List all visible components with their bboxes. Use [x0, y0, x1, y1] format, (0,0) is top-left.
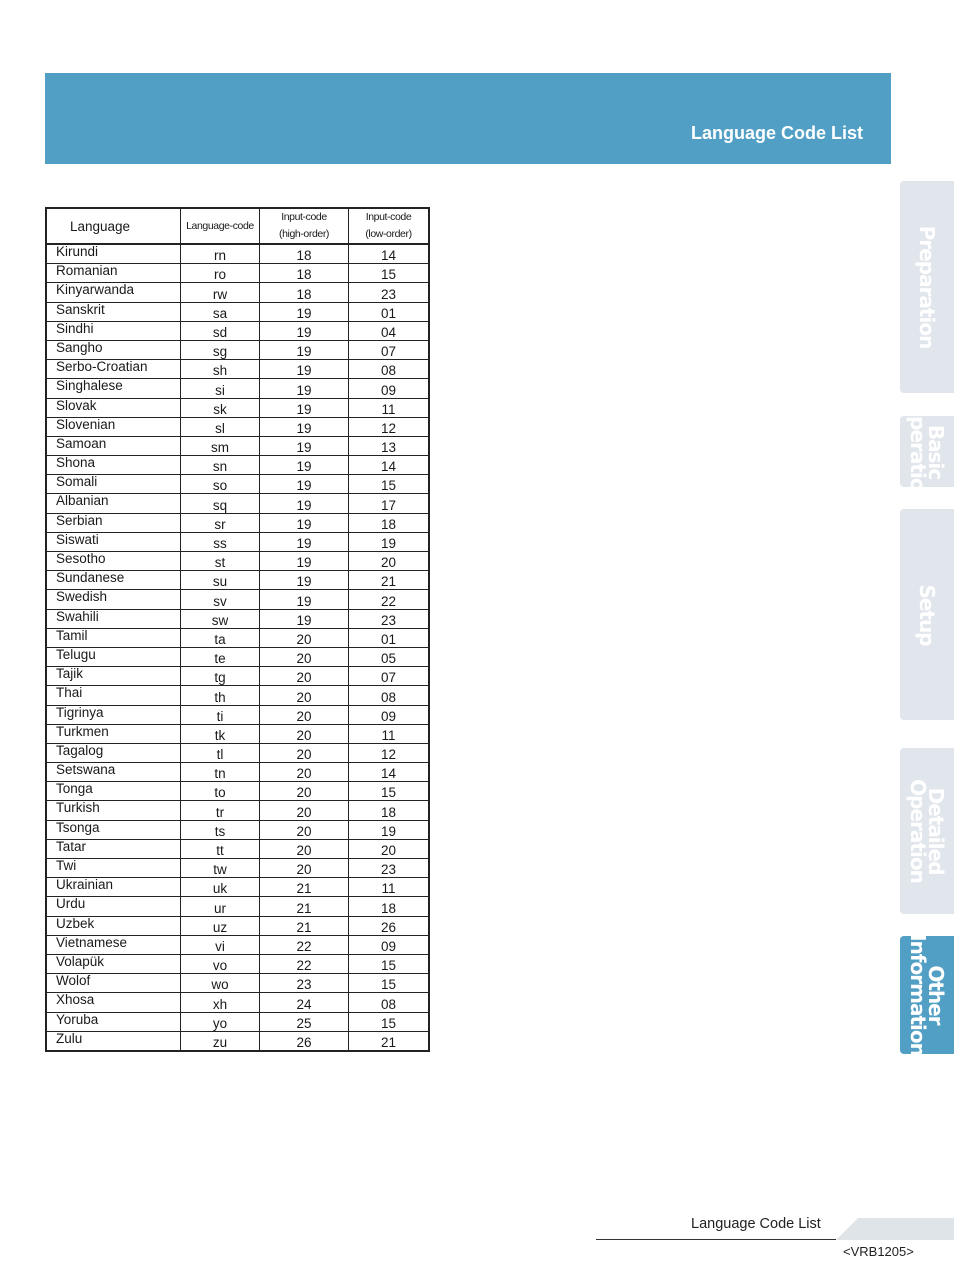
cell-input-high: 19 [260, 302, 349, 321]
cell-input-low: 11 [349, 724, 430, 743]
cell-input-low: 15 [349, 1012, 430, 1031]
cell-language: Slovak [46, 398, 181, 417]
column-header-input-low: Input-code (low-order) [349, 208, 430, 244]
footer-divider [596, 1239, 836, 1240]
cell-input-high: 18 [260, 283, 349, 302]
cell-language: Tonga [46, 782, 181, 801]
cell-language: Twi [46, 859, 181, 878]
cell-input-high: 25 [260, 1012, 349, 1031]
table-row [46, 379, 429, 398]
cell-language-code: uz [181, 916, 260, 935]
table-row [46, 820, 429, 839]
cell-language-code: vo [181, 954, 260, 973]
cell-input-high: 20 [260, 743, 349, 762]
cell-input-high: 20 [260, 820, 349, 839]
cell-input-high: 26 [260, 1031, 349, 1051]
tab-preparation-label: Preparation [915, 225, 939, 349]
language-code-table [45, 207, 430, 1052]
tab-basic-operation[interactable] [900, 399, 954, 504]
cell-input-high: 23 [260, 974, 349, 993]
cell-input-low: 11 [349, 398, 430, 417]
table-row [46, 897, 429, 916]
cell-language: Urdu [46, 897, 181, 916]
cell-language-code: sa [181, 302, 260, 321]
cell-language: Uzbek [46, 916, 181, 935]
cell-language-code: tn [181, 763, 260, 782]
cell-input-low: 09 [349, 705, 430, 724]
header-band [45, 73, 891, 164]
cell-language-code: yo [181, 1012, 260, 1031]
table-row [46, 916, 429, 935]
cell-input-low: 01 [349, 628, 430, 647]
cell-language: Serbian [46, 513, 181, 532]
cell-input-low: 18 [349, 513, 430, 532]
cell-language-code: to [181, 782, 260, 801]
cell-language: Volapük [46, 954, 181, 973]
cell-language-code: ti [181, 705, 260, 724]
footer-section-label: Language Code List [691, 1216, 821, 1232]
cell-input-high: 19 [260, 321, 349, 340]
cell-input-low: 18 [349, 897, 430, 916]
table-body [46, 244, 429, 1051]
table-row [46, 513, 429, 532]
cell-language: Sundanese [46, 571, 181, 590]
cell-input-low: 14 [349, 456, 430, 475]
table-row [46, 1012, 429, 1031]
tab-other-information-label: Other Information [906, 934, 948, 1056]
cell-input-high: 19 [260, 609, 349, 628]
cell-language: Tajik [46, 667, 181, 686]
table-row [46, 647, 429, 666]
cell-input-low: 08 [349, 360, 430, 379]
cell-input-low: 09 [349, 379, 430, 398]
table-row [46, 859, 429, 878]
table-row [46, 974, 429, 993]
cell-input-low: 15 [349, 782, 430, 801]
table-row [46, 993, 429, 1012]
cell-input-low: 18 [349, 801, 430, 820]
table-row [46, 398, 429, 417]
cell-language-code: sn [181, 456, 260, 475]
cell-language-code: sh [181, 360, 260, 379]
cell-language-code: ur [181, 897, 260, 916]
table-row [46, 839, 429, 858]
cell-language: Albanian [46, 494, 181, 513]
cell-input-high: 20 [260, 782, 349, 801]
cell-language: Swahili [46, 609, 181, 628]
cell-language: Ukrainian [46, 878, 181, 897]
cell-language: Slovenian [46, 417, 181, 436]
cell-language-code: so [181, 475, 260, 494]
table-row [46, 321, 429, 340]
tab-other-information[interactable] [900, 936, 954, 1054]
cell-input-high: 19 [260, 513, 349, 532]
cell-language: Samoan [46, 436, 181, 455]
cell-input-low: 15 [349, 475, 430, 494]
footer-doc-code: <VRB1205> [843, 1244, 914, 1259]
table-row [46, 590, 429, 609]
cell-language-code: tg [181, 667, 260, 686]
cell-input-low: 08 [349, 686, 430, 705]
cell-language: Romanian [46, 264, 181, 283]
cell-input-high: 21 [260, 916, 349, 935]
cell-language: Swedish [46, 590, 181, 609]
cell-language: Zulu [46, 1031, 181, 1051]
cell-language: Singhalese [46, 379, 181, 398]
cell-language: Shona [46, 456, 181, 475]
cell-input-low: 19 [349, 532, 430, 551]
cell-language-code: tw [181, 859, 260, 878]
cell-language: Setswana [46, 763, 181, 782]
cell-input-high: 19 [260, 456, 349, 475]
cell-input-high: 21 [260, 897, 349, 916]
cell-language: Sangho [46, 340, 181, 359]
cell-input-high: 24 [260, 993, 349, 1012]
cell-input-high: 20 [260, 839, 349, 858]
table-row [46, 264, 429, 283]
cell-language-code: st [181, 552, 260, 571]
table-row [46, 360, 429, 379]
cell-language: Tigrinya [46, 705, 181, 724]
table-row [46, 244, 429, 264]
table-row [46, 532, 429, 551]
footer-tab-shape [836, 1218, 954, 1240]
cell-language-code: rn [181, 244, 260, 264]
table-row [46, 340, 429, 359]
tab-setup-label: Setup [915, 583, 939, 646]
tab-basic-operation-label: Basic Operation [906, 399, 948, 504]
cell-language-code: sv [181, 590, 260, 609]
column-header-input-high: Input-code (high-order) [260, 208, 349, 244]
cell-input-high: 19 [260, 417, 349, 436]
cell-input-high: 21 [260, 878, 349, 897]
table-row [46, 609, 429, 628]
cell-input-low: 14 [349, 244, 430, 264]
cell-input-low: 23 [349, 283, 430, 302]
cell-language: Turkmen [46, 724, 181, 743]
cell-language: Thai [46, 686, 181, 705]
cell-language: Yoruba [46, 1012, 181, 1031]
cell-language-code: sg [181, 340, 260, 359]
cell-input-low: 15 [349, 954, 430, 973]
cell-language: Tatar [46, 839, 181, 858]
cell-input-high: 20 [260, 859, 349, 878]
cell-language-code: tr [181, 801, 260, 820]
cell-language-code: vi [181, 935, 260, 954]
tab-setup[interactable] [900, 509, 954, 720]
table-row [46, 571, 429, 590]
column-header-language: Language [46, 208, 181, 244]
table-row [46, 417, 429, 436]
cell-language-code: sk [181, 398, 260, 417]
cell-input-low: 23 [349, 609, 430, 628]
cell-input-high: 19 [260, 552, 349, 571]
cell-input-low: 15 [349, 974, 430, 993]
cell-input-low: 19 [349, 820, 430, 839]
table-row [46, 283, 429, 302]
cell-language-code: sm [181, 436, 260, 455]
table-row [46, 456, 429, 475]
cell-input-high: 19 [260, 379, 349, 398]
cell-language-code: ro [181, 264, 260, 283]
cell-language: Kinyarwanda [46, 283, 181, 302]
cell-input-low: 21 [349, 571, 430, 590]
cell-language: Vietnamese [46, 935, 181, 954]
cell-input-low: 21 [349, 1031, 430, 1051]
cell-input-low: 12 [349, 743, 430, 762]
table-row [46, 475, 429, 494]
cell-input-high: 19 [260, 340, 349, 359]
cell-input-high: 19 [260, 360, 349, 379]
table-row [46, 935, 429, 954]
table-row [46, 724, 429, 743]
cell-input-high: 18 [260, 244, 349, 264]
cell-input-high: 18 [260, 264, 349, 283]
table-row [46, 878, 429, 897]
cell-input-high: 19 [260, 475, 349, 494]
tab-preparation[interactable] [900, 181, 954, 393]
cell-input-low: 23 [349, 859, 430, 878]
cell-language-code: sr [181, 513, 260, 532]
cell-language-code: sw [181, 609, 260, 628]
cell-input-low: 26 [349, 916, 430, 935]
cell-language-code: su [181, 571, 260, 590]
cell-language-code: tk [181, 724, 260, 743]
cell-input-low: 01 [349, 302, 430, 321]
cell-input-low: 07 [349, 667, 430, 686]
cell-input-low: 14 [349, 763, 430, 782]
cell-input-low: 22 [349, 590, 430, 609]
cell-input-low: 20 [349, 552, 430, 571]
table-row [46, 1031, 429, 1051]
cell-input-high: 20 [260, 763, 349, 782]
table-row [46, 763, 429, 782]
table-row [46, 705, 429, 724]
cell-language-code: te [181, 647, 260, 666]
cell-language-code: tl [181, 743, 260, 762]
cell-input-high: 19 [260, 532, 349, 551]
cell-language: Siswati [46, 532, 181, 551]
cell-input-high: 19 [260, 494, 349, 513]
tab-detailed-operation[interactable] [900, 748, 954, 914]
cell-language: Sesotho [46, 552, 181, 571]
cell-input-high: 20 [260, 801, 349, 820]
cell-input-low: 09 [349, 935, 430, 954]
table-row [46, 628, 429, 647]
table-row [46, 552, 429, 571]
cell-input-low: 12 [349, 417, 430, 436]
cell-language-code: sl [181, 417, 260, 436]
cell-language: Xhosa [46, 993, 181, 1012]
cell-language: Kirundi [46, 244, 181, 264]
cell-input-high: 19 [260, 590, 349, 609]
cell-language-code: sd [181, 321, 260, 340]
table-row [46, 302, 429, 321]
cell-input-low: 04 [349, 321, 430, 340]
cell-language-code: ts [181, 820, 260, 839]
table-row [46, 436, 429, 455]
cell-language-code: ta [181, 628, 260, 647]
table-row [46, 954, 429, 973]
cell-language-code: ss [181, 532, 260, 551]
cell-input-high: 22 [260, 954, 349, 973]
cell-language: Tsonga [46, 820, 181, 839]
table-row [46, 494, 429, 513]
cell-input-low: 15 [349, 264, 430, 283]
cell-input-high: 20 [260, 628, 349, 647]
cell-input-low: 17 [349, 494, 430, 513]
cell-language-code: rw [181, 283, 260, 302]
table-row [46, 667, 429, 686]
table-row [46, 686, 429, 705]
cell-language-code: th [181, 686, 260, 705]
cell-input-low: 11 [349, 878, 430, 897]
tab-detailed-operation-label: Detailed Operation [906, 779, 948, 883]
cell-language: Somali [46, 475, 181, 494]
table-row [46, 743, 429, 762]
cell-input-high: 22 [260, 935, 349, 954]
cell-language: Serbo-Croatian [46, 360, 181, 379]
cell-input-high: 20 [260, 724, 349, 743]
cell-input-high: 20 [260, 667, 349, 686]
cell-input-low: 08 [349, 993, 430, 1012]
cell-input-high: 19 [260, 436, 349, 455]
cell-input-low: 07 [349, 340, 430, 359]
column-header-language-code: Language-code [181, 208, 260, 244]
cell-language-code: zu [181, 1031, 260, 1051]
cell-language-code: uk [181, 878, 260, 897]
page-title: Language Code List [690, 123, 863, 143]
cell-input-high: 19 [260, 571, 349, 590]
cell-language: Sindhi [46, 321, 181, 340]
cell-language: Tamil [46, 628, 181, 647]
cell-input-high: 20 [260, 686, 349, 705]
cell-input-low: 13 [349, 436, 430, 455]
cell-language-code: xh [181, 993, 260, 1012]
cell-language: Wolof [46, 974, 181, 993]
cell-input-high: 20 [260, 647, 349, 666]
cell-language: Turkish [46, 801, 181, 820]
table-row [46, 801, 429, 820]
cell-input-low: 20 [349, 839, 430, 858]
cell-input-high: 20 [260, 705, 349, 724]
cell-language-code: sq [181, 494, 260, 513]
table-header-row [46, 208, 429, 244]
cell-language-code: tt [181, 839, 260, 858]
table-row [46, 782, 429, 801]
cell-language: Tagalog [46, 743, 181, 762]
cell-input-low: 05 [349, 647, 430, 666]
cell-language-code: wo [181, 974, 260, 993]
cell-language: Telugu [46, 647, 181, 666]
cell-language-code: si [181, 379, 260, 398]
cell-language: Sanskrit [46, 302, 181, 321]
cell-input-high: 19 [260, 398, 349, 417]
